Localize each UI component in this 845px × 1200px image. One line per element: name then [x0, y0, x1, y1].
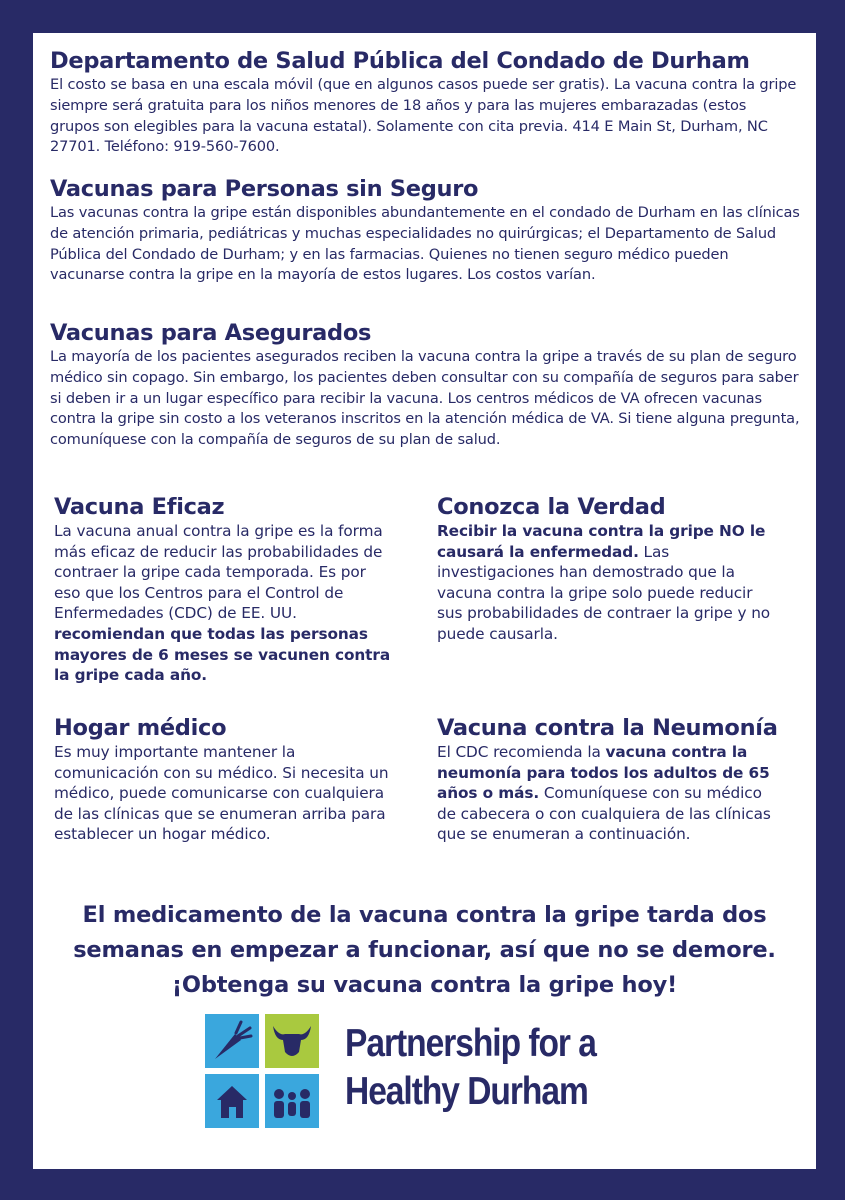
health-dept-body: El costo se basa en una escala móvil (que en algunos casos puede ser gratis). La vacuna contra la gripe siempre será gratuita para los niños menores de 18 años y para las mujeres embarazadas (estos grupos son elegibles para la vacuna estatal). Solamente con cita previa. 414 E Main St, Durham, NC 27701. Teléfono: 919-560-7600. [50, 76, 797, 156]
uninsured-title: Vacunas para Personas sin Seguro [50, 176, 479, 202]
uninsured-body: Las vacunas contra la gripe están disponibles abundantemente en el condado de Durham en las clínicas de atención primaria, pediátricas y muchas especialidades no quirúrgicas; el Departamento de Salud Pública del Condado de Durham; y en las farmacias. Quienes no tienen seguro médico pueden vacunarse contra la gripe en la mayoría de estos lugares. Los costos varían. [50, 204, 800, 284]
effective-body [54, 521, 394, 686]
logo-text [345, 1020, 596, 1116]
call-to-action: El medicamento de la vacuna contra la gripe tarda dos semanas en empezar a funcionar, así que no se demore. ¡Obtenga su vacuna contra la gripe hoy! [73, 902, 776, 998]
logo-line-1: Partnership for a [345, 1022, 596, 1065]
bull-icon [265, 1014, 319, 1068]
effective-title: Vacuna Eficaz [54, 494, 225, 520]
pneumonia-body-post: Comuníquese con su médico de cabecera o con cualquiera de las clínicas que se enumeran a continuación. [437, 784, 771, 844]
pneumonia-section [437, 714, 797, 845]
insured-title: Vacunas para Asegurados [50, 320, 372, 346]
pneumonia-body-bold: vacuna contra la neumonía para todos los adultos de 65 años o más. [437, 743, 770, 803]
medical-home-section [54, 714, 394, 845]
insured-body: La mayoría de los pacientes asegurados reciben la vacuna contra la gripe a través de su plan de seguro médico sin copago. Sin embargo, los pacientes deben consultar con su compañía de seguros para saber si deben ir a un lugar específico para recibir la vacuna. Los centros médicos de VA ofrecen vacunas contra la gripe sin costo a los veteranos inscritos en la atención médica de VA. Si tiene alguna pregunta, comuníquese con la compañía de seguros de su plan de salud. [50, 348, 800, 449]
health-dept-section [50, 47, 800, 158]
medical-home-body: Es muy importante mantener la comunicación con su médico. Si necesita un médico, puede comunicarse con cualquiera de las clínicas que se enumeran arriba para establecer un hogar médico. [54, 743, 389, 844]
pneumonia-body [437, 742, 777, 845]
pneumonia-body-pre: El CDC recomienda la [437, 743, 601, 761]
pneumonia-title: Vacuna contra la Neumonía [437, 715, 778, 741]
insured-section [50, 319, 800, 451]
truth-section [437, 493, 777, 645]
carrot-icon [205, 1014, 259, 1068]
medical-home-title: Hogar médico [54, 715, 227, 741]
health-dept-title: Departamento de Salud Pública del Condado de Durham [50, 48, 750, 74]
effective-body-text: La vacuna anual contra la gripe es la forma más eficaz de reducir las probabilidades de contraer la gripe cada temporada. Es por eso que los Centros para el Control de Enfermedades (CDC) de EE. UU. [54, 522, 383, 623]
effective-section [54, 493, 394, 686]
truth-body-text: Las investigaciones han demostrado que la vacuna contra la gripe solo puede reducir sus probabilidades de contraer la gripe y no puede causarla. [437, 542, 771, 643]
effective-body-bold: recomiendan que todas las personas mayores de 6 meses se vacunen contra la gripe cada año. [54, 624, 391, 685]
flyer-page [33, 33, 816, 1169]
truth-body [437, 521, 777, 645]
family-icon [265, 1074, 319, 1128]
partnership-logo [205, 1014, 645, 1134]
logo-line-2: Healthy Durham [345, 1070, 588, 1113]
house-icon [205, 1074, 259, 1128]
truth-title: Conozca la Verdad [437, 494, 666, 520]
uninsured-section [50, 175, 800, 286]
truth-body-bold: Recibir la vacuna contra la gripe NO le causará la enfermedad. [437, 522, 766, 561]
